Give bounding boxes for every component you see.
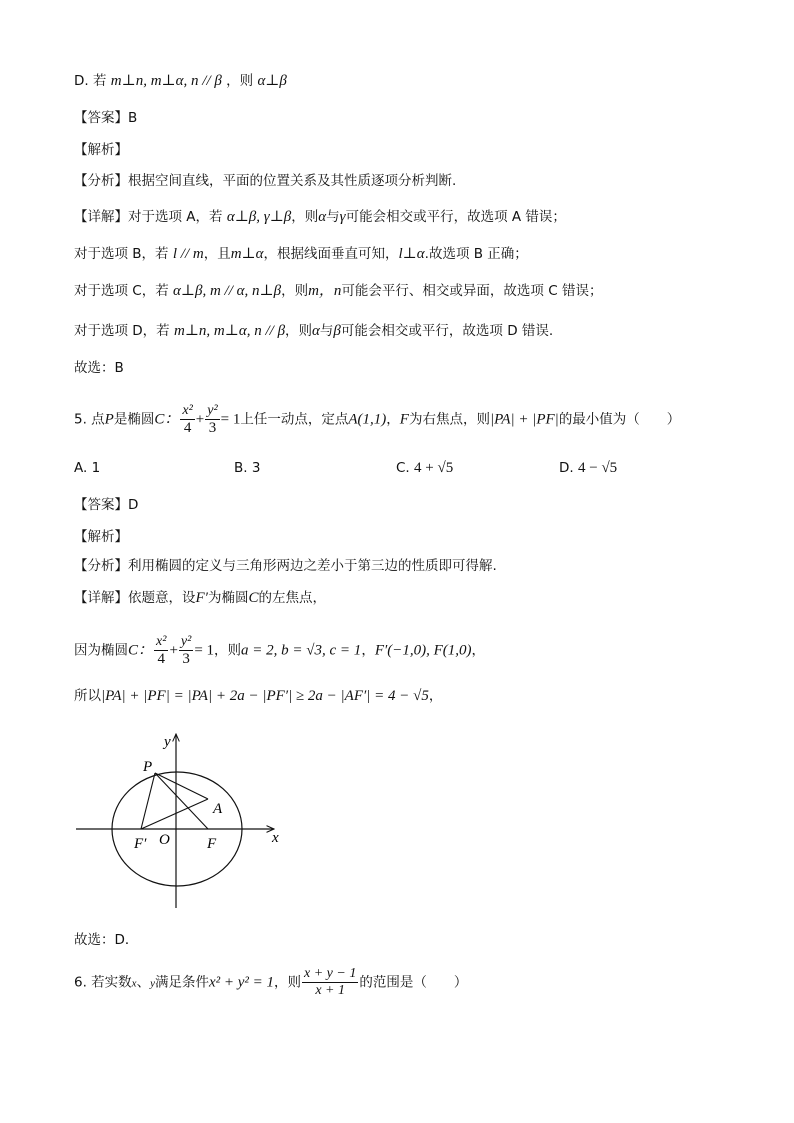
q4-choose: 故选：B [74,360,124,376]
q4-b-math1: l // m [172,246,204,262]
label-a: A [213,801,223,817]
q5-because-frac-y-den: 3 [182,651,190,667]
q5-choose: 故选：D． [74,932,139,948]
q5-detail-math1: F′ [195,590,208,606]
q5-frac-x [180,403,194,436]
q6-sep: 、 [136,974,151,991]
q5-number: 5. 点 [74,411,105,428]
segment-pa [155,773,208,799]
q4-c-text2: ，则 [281,283,309,299]
q4-fenxi [74,171,456,191]
q5-option-c [396,458,453,478]
segment-pf-prime [141,773,155,829]
q5-text3: ， [386,411,400,428]
q5-text2: 上任一动点，定点 [240,411,349,428]
q5-option-a [74,458,100,478]
q5-frac-x-num: x² [182,403,193,418]
q4-d-math2: α [312,323,320,339]
q5-because-frac-x-num: x² [156,634,167,649]
q5-option-d [559,458,617,478]
q4-jiexi: 【解析】 [74,142,128,158]
q5-option-d-label: D. [559,460,574,476]
label-f: F [207,836,217,852]
q5-because-plus: + [169,642,178,659]
q4-detail-b [74,244,528,264]
q5-option-c-label: C. [396,460,410,476]
q5-focus-f: F [399,411,409,428]
q4-option-d-mid: ，则 [226,73,254,89]
q6-stem [74,966,467,999]
label-o: O [159,832,170,848]
q4-b-math3: l⊥α [398,246,425,262]
q5-option-d-value: 4 − √5 [577,460,618,476]
q5-so-expression: |PA| + |PF| = |PA| + 2a − |PF′| ≥ 2a − |AF′| = 4 − √5 [101,688,429,704]
q4-detail-d [74,321,553,341]
q5-detail [74,588,326,608]
q6-text2: ，则 [274,974,302,991]
segment-pf [155,773,208,829]
q4-option-d-prefix: D. 若 [74,73,107,89]
q5-so-text1: 所以 [74,688,101,704]
q5-option-a-label: A. [74,460,88,476]
q5-frac-y-num: y² [207,403,218,418]
q4-answer-value: B [128,110,138,126]
q5-fenxi [74,556,497,576]
q4-detail-a [74,207,566,227]
q5-option-b-value: 3 [251,460,261,476]
q5-because-frac-y [179,634,193,667]
label-p: P [143,759,153,775]
q4-d-text3: 与 [319,323,334,339]
q4-a-text4: 可能会相交或平行，故选项 A 错误； [345,209,566,225]
q4-fenxi-label: 【分析】 [74,173,128,189]
q5-expression: |PA| + |PF| [489,411,559,428]
q5-so-text2: ， [428,688,443,704]
q5-frac-x-den: 4 [183,420,192,436]
label-f-prime: F′ [134,836,147,852]
q5-frac-y [205,403,219,436]
q5-text1: 是椭圆 [113,411,155,428]
q5-detail-text1: 依题意，设 [128,590,196,606]
q6-fraction-den: x + 1 [315,983,346,998]
q4-d-text4: 可能会相交或平行，故选项 D 错误. [340,323,554,339]
q4-d-text2: ，则 [285,323,313,339]
q4-b-text2: ，且 [203,246,231,262]
q6-fraction-num: x + y − 1 [304,966,357,981]
q5-option-b [234,458,260,478]
q5-option-b-label: B. [234,460,248,476]
q5-because [74,634,485,667]
q5-answer-label: 【答案】 [74,497,128,513]
q4-a-math1: α⊥β, γ⊥β [226,209,292,225]
q4-detail-label: 【详解】 [74,209,128,225]
q5-fenxi-text: 利用椭圆的定义与三角形两边之差小于第三边的性质即可得解. [128,558,497,574]
q4-answer [74,108,137,128]
q6-condition: x² + y² = 1 [208,974,275,991]
q5-because-points: F′(−1,0), F(1,0) [374,642,472,659]
label-x: x [272,830,279,846]
q5-jiexi: 【解析】 [74,529,128,545]
q5-frac-y-den: 3 [208,420,217,436]
q5-detail-math2: C [248,590,259,606]
q5-text4: 为右焦点，则 [408,411,490,428]
q5-answer-value: D [128,497,139,513]
q5-option-a-value: 1 [91,460,101,476]
q5-because-values: a = 2, b = √3, c = 1 [241,642,362,659]
q5-stem [74,403,680,436]
q5-detail-text2: 为椭圆 [207,590,249,606]
q4-b-text3: ，根据线面垂直可知， [263,246,399,262]
q5-because-frac-x-den: 4 [157,651,165,667]
q4-detail-c [74,281,602,301]
q4-a-text2: ，则 [291,209,319,225]
q4-a-text3: 与 [326,209,340,225]
q5-because-text2: ，则 [214,642,242,659]
q4-d-math3: β [333,323,341,339]
q5-option-c-value: 4 + √5 [414,460,454,476]
q5-because-text4: ， [471,642,486,659]
q4-option-d-math: m⊥n, m⊥α, n // β [110,73,222,89]
q5-detail-label: 【详解】 [74,590,128,606]
q5-eq: = 1 [220,411,241,428]
q4-c-text1: 对于选项 C，若 [74,283,169,299]
q5-point-a: A(1,1) [348,411,387,428]
q4-b-text1: 对于选项 B，若 [74,246,169,262]
q5-because-c: C： [128,642,154,659]
q4-b-math2: m⊥α [230,246,264,262]
q5-fenxi-label: 【分析】 [74,558,128,574]
q5-because-frac-x [154,634,168,667]
q5-detail-text3: 的左焦点， [258,590,326,606]
q4-c-math1: α⊥β, m // α, n⊥β [173,283,282,299]
q5-point-p: P [104,411,114,428]
q5-answer [74,495,138,515]
q4-b-text4: .故选项 B 正确； [424,246,528,262]
q6-number: 6. 若实数 [74,974,132,991]
q4-d-text1: 对于选项 D，若 [74,323,170,339]
q6-fraction [302,966,358,999]
segment-af-prime [141,799,208,829]
q4-d-math1: m⊥n, m⊥α, n // β [173,323,286,339]
q5-ellipse-c: C： [154,411,180,428]
q4-c-text3: 可能会平行、相交或异面，故选项 C 错误； [341,283,603,299]
q5-because-text3: ， [361,642,375,659]
q4-option-d-conclusion: α⊥β [257,73,287,89]
q5-so [74,686,442,706]
q6-text1: 满足条件 [154,974,209,991]
q5-because-text1: 因为椭圆 [74,642,128,659]
q5-because-eq: = 1 [194,642,215,659]
q5-text5: 的最小值为（ ） [558,411,681,428]
q4-a-math3: γ [339,209,346,225]
q4-fenxi-text: 根据空间直线，平面的位置关系及其性质逐项分析判断. [128,173,457,189]
q4-c-math2: m，n [308,283,342,299]
q4-answer-label: 【答案】 [74,110,128,126]
q6-text3: 的范围是（ ） [359,974,468,991]
ellipse-figure [72,728,288,910]
q4-a-text1: 对于选项 A，若 [128,209,223,225]
q4-a-math2: α [318,209,327,225]
q6-var-y: y [150,977,155,990]
label-y: y [164,734,171,750]
q4-option-d [74,71,287,91]
q5-plus: + [195,411,205,428]
q6-var-x: x [131,977,137,990]
q5-because-frac-y-num: y² [180,634,192,649]
